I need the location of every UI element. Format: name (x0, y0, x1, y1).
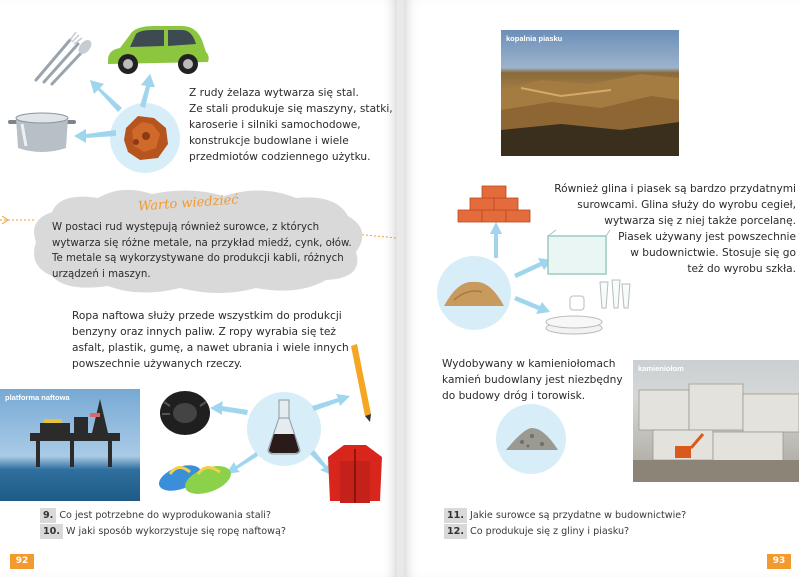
question-10-text: W jaki sposób wykorzystuje się ropę naftową? (66, 526, 286, 537)
porcelain-dishes-icon (544, 278, 634, 338)
sand-mine-label: kopalnia piasku (506, 34, 563, 43)
page-number-left: 92 (10, 554, 34, 569)
cooking-pot-icon (8, 110, 76, 156)
warto-text: W postaci rud występują również surowce, z których wytwarza się różne metale, na przykład miedź, cynk, ołów. Te metale są wykorzystywane do produkcji kabli, różnych urządzeń i maszyn. (52, 222, 352, 280)
question-10 (40, 524, 286, 539)
question-12-number: 12. (444, 524, 467, 539)
question-11-text: Jakie surowce są przydatne w budownictwie? (470, 510, 687, 521)
gravel-icon (504, 424, 560, 452)
car-icon (102, 22, 212, 78)
flip-flops-icon (156, 452, 236, 500)
clay-sand-text: Również glina i piasek są bardzo przydatnymi surowcami. Glina służy do wyrobu cegieł, wytwarza się z niej także porcelanę. Piasek używany jest powszechnie w budownictwie. Stosuje się go też do wyrobu szkła. (554, 183, 796, 275)
question-9-number: 9. (40, 508, 56, 523)
steel-text: Z rudy żelaza wytwarza się stal. Ze stali produkuje się maszyny, statki, karoserie i silniki samochodowe, konstrukcje budowlane i wiele przedmiotów codziennego użytku. (189, 87, 393, 163)
bricks-icon (456, 180, 536, 228)
jacket-icon (326, 443, 384, 505)
question-12-text: Co produkuje się z gliny i piasku? (470, 526, 630, 537)
right-page (404, 0, 799, 577)
question-10-number: 10. (40, 524, 63, 539)
question-11-number: 11. (444, 508, 467, 523)
tire-icon (158, 388, 212, 438)
pencil-icon (345, 342, 375, 422)
sand-mine-photo (501, 30, 679, 156)
cutlery-icon (30, 30, 94, 86)
question-12 (444, 524, 629, 539)
question-9-text: Co jest potrzebne do wyprodukowania stali? (59, 510, 271, 521)
quarry-photo (633, 360, 799, 482)
question-9 (40, 508, 271, 523)
quarry-label: kamieniołom (638, 364, 684, 373)
platform-label: platforma naftowa (5, 393, 70, 402)
question-11 (444, 508, 686, 523)
warto-title: Warto wiedzieć (137, 192, 240, 215)
page-number-right: 93 (767, 554, 791, 569)
oil-text: Ropa naftowa służy przede wszystkim do produkcji benzyny oraz innych paliw. Z ropy wyrabia się też asfalt, plastik, gumę, a nawet ubrania i wiele innych powszechnie używanych rzeczy. (72, 310, 349, 370)
oil-platform-photo (0, 389, 140, 501)
stone-text: Wydobywany w kamieniołomach kamień budowlany jest niezbędny do budowy dróg i torowisk. (442, 358, 623, 402)
left-page (0, 0, 397, 577)
